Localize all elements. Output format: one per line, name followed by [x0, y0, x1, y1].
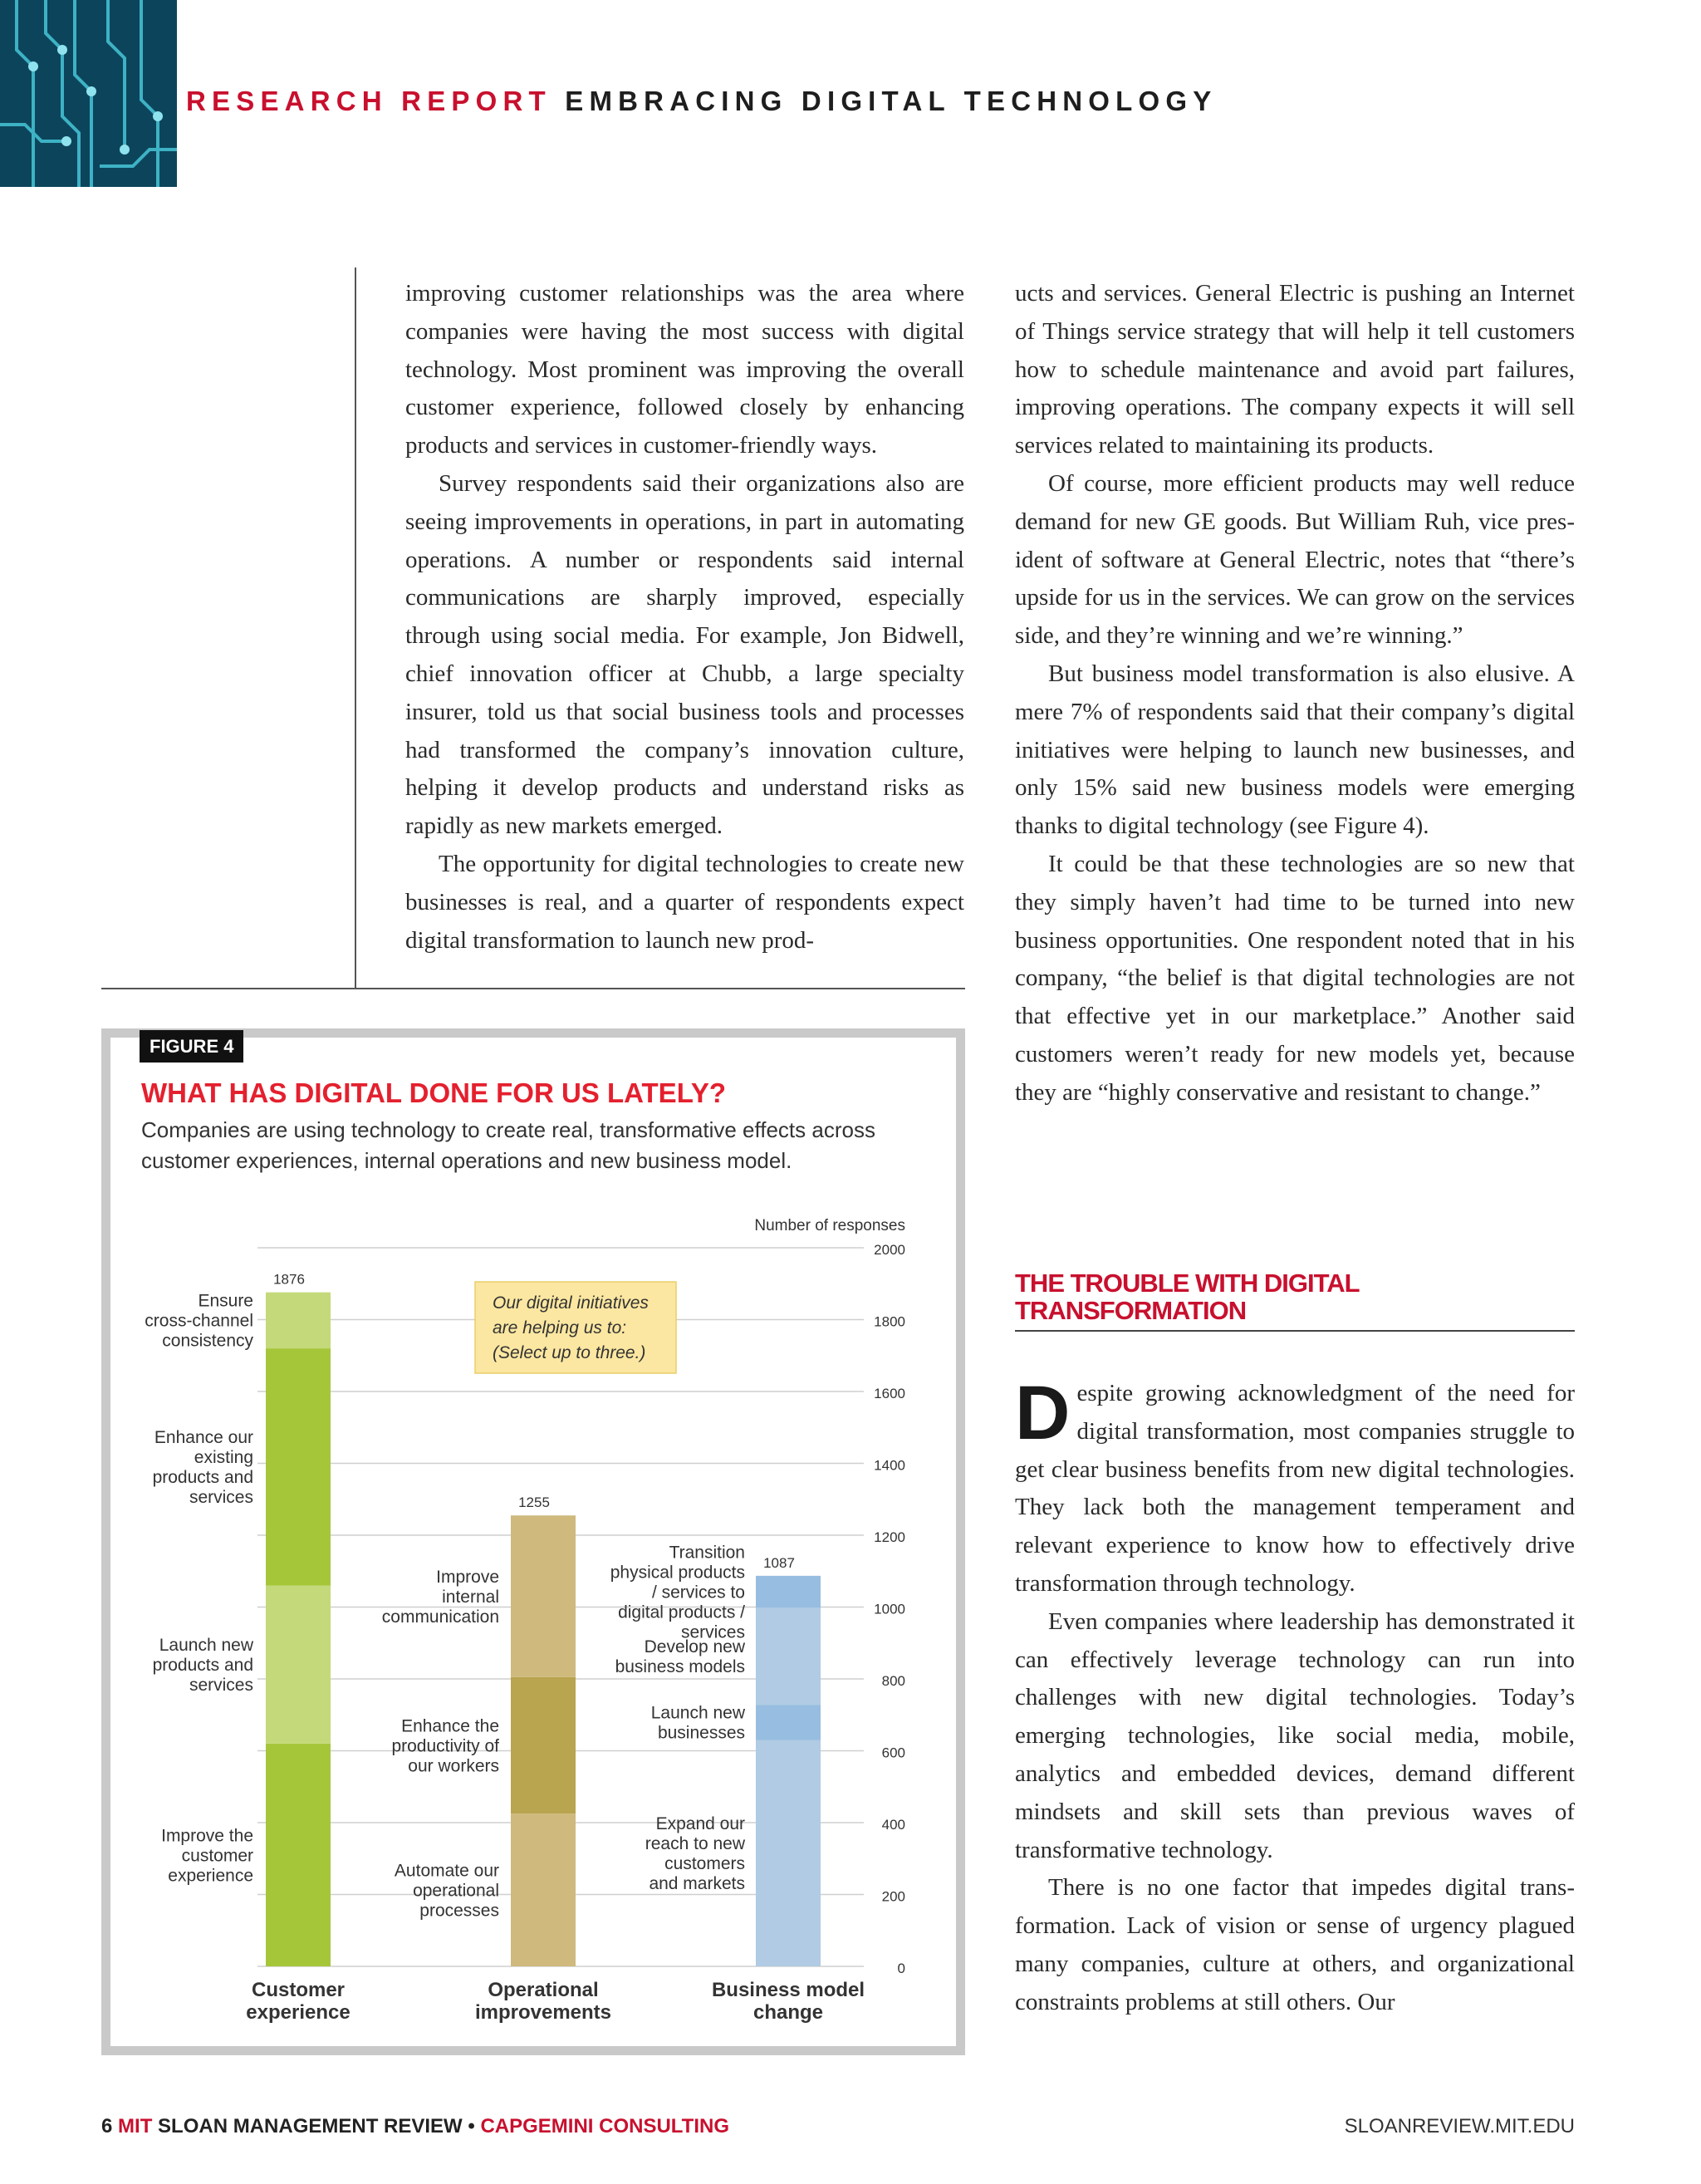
segment-label: productivity of — [391, 1736, 499, 1756]
paragraph: It could be that these technologies are so new that they simply haven’t had time to be turned into new business opportunities. One respondent noted that in his company, “the belief is that digital technologies are not that effective yet in our marketplace.” Another said customers weren’t ready for new models yet, because they are “highly conservative and resistant to change.” — [1015, 850, 1575, 1106]
header-label: RESEARCH REPORT — [186, 86, 551, 116]
segment-label: physical products — [610, 1563, 745, 1583]
note-text: (Select up to three.) — [493, 1343, 646, 1362]
segment-label: consistency — [162, 1331, 253, 1351]
segment-label: business models — [615, 1657, 745, 1677]
bar-segment — [756, 1740, 821, 1966]
segment-label: services — [189, 1488, 253, 1508]
segment-label: existing — [194, 1448, 253, 1468]
segment-label: Develop new — [644, 1637, 745, 1657]
segment-label: Transition — [669, 1543, 745, 1563]
y-axis-title: Number of responses — [754, 1217, 905, 1234]
header-title: EMBRACING DIGITAL TECHNOLOGY — [565, 86, 1218, 116]
paragraph-text: espite growing acknowledgment of the need for digital transformation, most companies struggle to get clear business benefits from new digital technologies. They lack both the management temperament and relevant experience to know how to effectively drive transformation through technology. — [1015, 1380, 1575, 1597]
paragraph: Of course, more efficient products may well reduce demand for new GE goods. But William Ruh, vice president of software at General Electric, notes that “there’s upside for us in the services. We can grow on the services side, and they’re winning and we’re winning.” — [1015, 469, 1575, 650]
bar-segment — [266, 1586, 331, 1744]
segment-label: Launch new — [159, 1636, 253, 1656]
segment-label: Expand our — [655, 1814, 745, 1834]
segment-label: customers — [664, 1854, 745, 1874]
bar-segment — [756, 1607, 821, 1705]
bar-segment — [511, 1515, 576, 1677]
segment-label: reach to new — [645, 1834, 745, 1854]
y-tick-label: 1400 — [874, 1457, 905, 1474]
y-tick-label: 600 — [881, 1745, 905, 1761]
y-tick-label: 1600 — [874, 1386, 905, 1401]
segment-label: experience — [168, 1866, 253, 1886]
segment-label: Automate our — [394, 1861, 499, 1881]
y-tick-label: 1000 — [874, 1601, 905, 1617]
paragraph: The opportunity for digital technologies to create new businesses is real, and a quarter of respondents expect digital transformation to launch new prod- — [405, 850, 964, 954]
bar-total-label: 1255 — [518, 1494, 550, 1511]
footer-publication: SLOAN MANAGEMENT REVIEW — [158, 2115, 463, 2137]
category-label: change — [752, 2001, 824, 2024]
y-tick-label: 1200 — [874, 1529, 905, 1545]
segment-label: cross-channel — [145, 1311, 253, 1331]
footer-mit: MIT — [118, 2115, 153, 2137]
page-number: 6 — [101, 2115, 113, 2137]
y-tick-label: 0 — [897, 1961, 905, 1976]
segment-label: processes — [419, 1901, 499, 1921]
bar-segment — [266, 1348, 331, 1585]
category-label: Operational — [488, 1979, 599, 2001]
segment-label: Enhance our — [154, 1428, 253, 1448]
paragraph: ucts and services. General Electric is pushing an Internet of Things service strategy that will help it tell customers how to schedule maintenance and avoid part failures, improving operations. The company expects it will sell services related to maintaining its products. — [1015, 280, 1575, 459]
segment-label: / services to — [651, 1583, 745, 1602]
bar-total-label: 1876 — [273, 1271, 305, 1288]
y-tick-label: 200 — [881, 1888, 905, 1905]
note-text: are helping us to: — [493, 1318, 627, 1337]
footer-bullet: • — [468, 2115, 475, 2137]
bar-total-label: 1087 — [763, 1554, 795, 1571]
segment-label: Launch new — [650, 1703, 745, 1723]
footer-credit — [101, 2115, 729, 2138]
category-label: Customer — [251, 1979, 346, 2001]
bar-segment — [511, 1677, 576, 1813]
segment-label: communication — [381, 1607, 499, 1627]
category-label: experience — [246, 2001, 350, 2024]
y-tick-label: 800 — [881, 1673, 905, 1689]
category-label: improvements — [474, 2001, 612, 2024]
y-tick-label: 1800 — [874, 1313, 905, 1330]
segment-label: internal — [442, 1587, 499, 1607]
segment-label: Improve — [436, 1567, 499, 1587]
section-heading: THE TROUBLE WITH DIGITAL TRANSFORMATION — [1015, 1269, 1575, 1332]
note-text: Our digital initiatives — [493, 1293, 649, 1313]
footer-url: SLOANREVIEW.MIT.EDU — [1344, 2115, 1575, 2137]
paragraph: Survey respondents said their organizations also are seeing improvements in operations, in part in automating operations. A number or respondents said internal communications are sharply improved, especially through using social media. For example, Jon Bidwell, chief innovation officer at Chubb, a large specialty insurer, told us that social business tools and processes had transformed the company’s innovation culture, helping it develop products and understand risks as rapidly as new markets emerged. — [405, 469, 964, 840]
category-label: Business model — [711, 1979, 865, 2001]
drop-cap: D — [1015, 1371, 1071, 1455]
bar-segment — [756, 1705, 821, 1740]
y-tick-label: 400 — [881, 1817, 905, 1833]
segment-label: customer — [181, 1846, 253, 1866]
figure-label: FIGURE 4 — [140, 1030, 243, 1063]
segment-label: products and — [152, 1656, 253, 1676]
segment-label: operational — [413, 1881, 499, 1901]
bar-segment — [756, 1576, 821, 1607]
paragraph: But business model transformation is also elusive. A mere 7% of respondents said that their company’s digital initiatives were helping to launch new businesses, and only 15% said new business models were emerging thanks to digital technology (see Figure 4). — [1015, 660, 1575, 840]
segment-label: Ensure — [198, 1291, 253, 1311]
segment-label: products and — [152, 1468, 253, 1488]
bar-segment — [511, 1813, 576, 1966]
segment-label: services — [680, 1622, 745, 1642]
segment-label: Improve the — [161, 1826, 253, 1846]
paragraph: Even companies where leadership has demonstrated it can effectively leverage technology can run into challenges with new digital technologies. Today’s emerging technologies, like social media, mobile, analytics and embedded devices, demand different mindsets and skill sets than previous waves of transformative technology. — [1015, 1607, 1575, 1863]
segment-label: digital products / — [618, 1602, 745, 1622]
segment-label: services — [189, 1676, 253, 1696]
bar-segment — [266, 1293, 331, 1348]
paragraph: There is no one factor that impedes digital transformation. Lack of vision or sense of urgency plagued many companies, culture at others, and organizational constraints problems at still others. Our — [1015, 1874, 1575, 2015]
footer-partner: CAPGEMINI CONSULTING — [480, 2115, 730, 2137]
segment-label: and markets — [649, 1874, 745, 1894]
y-tick-label: 2000 — [874, 1242, 905, 1258]
segment-label: businesses — [657, 1723, 745, 1743]
bar-segment — [266, 1744, 331, 1966]
paragraph: improving customer relationships was the area where companies were having the most success with digital technology. Most prominent was improving the overall customer experience, followed closely by enhancing products and services in customer-friendly ways. — [405, 280, 964, 459]
segment-label: our workers — [408, 1756, 499, 1776]
figure-title: WHAT HAS DIGITAL DONE FOR US LATELY? — [141, 1077, 726, 1108]
figure-subtitle: Companies are using technology to create real, transformative effects across customer experiences, internal operations and new business model. — [141, 1117, 875, 1173]
segment-label: Enhance the — [401, 1716, 499, 1736]
